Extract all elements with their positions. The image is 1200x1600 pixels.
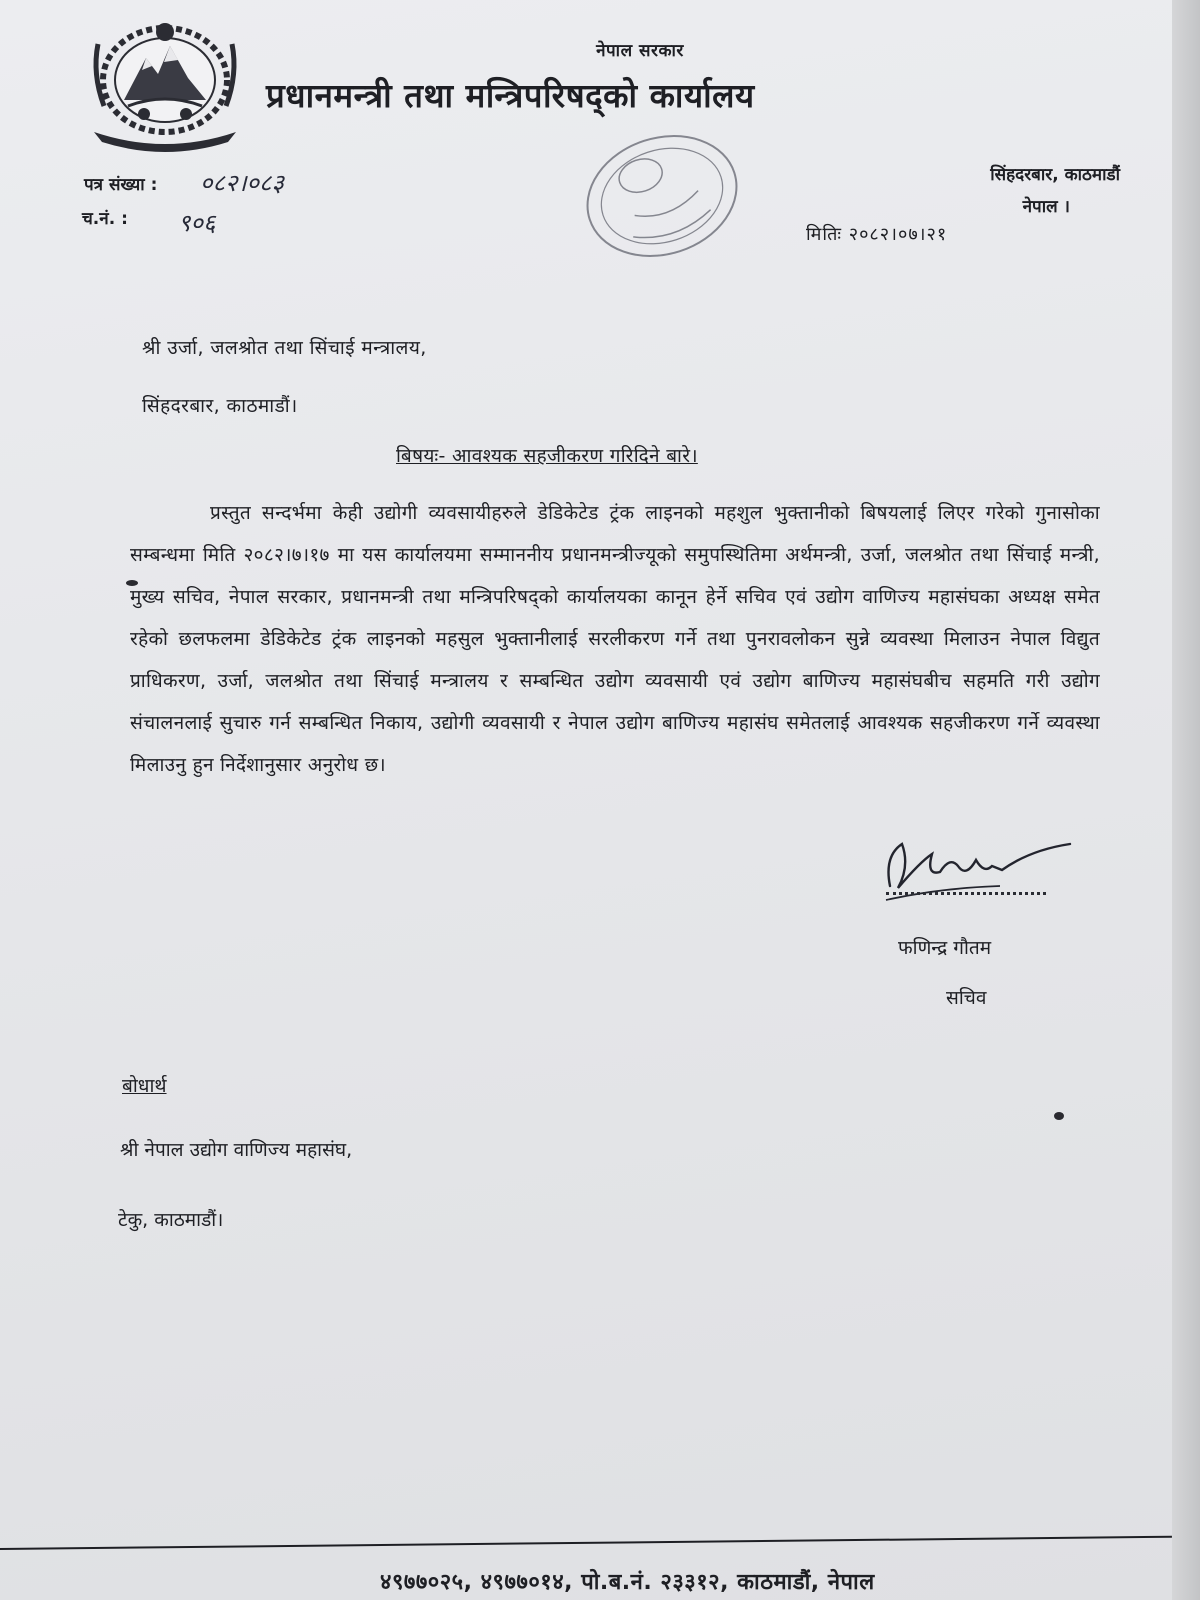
signature-icon — [880, 826, 1100, 916]
cc-heading: बोधार्थ — [122, 1075, 167, 1097]
government-heading: नेपाल सरकार — [596, 41, 684, 61]
signature-dotted-line — [886, 892, 1046, 895]
ink-smudge — [126, 580, 138, 586]
cc-recipient-line1: श्री नेपाल उद्योग वाणिज्य महासंघ, — [120, 1139, 353, 1161]
ink-smudge — [1054, 1112, 1064, 1120]
letter-body: प्रस्तुत सन्दर्भमा केही उद्योगी व्यवसायीहरुले डेडिकेटेड ट्रंक लाइनको महशुल भुक्तानीको बिषयलाई लिएर गरेको गुनासोका सम्बन्धमा मिति २०८२।७।१७ मा यस कार्यालयमा सम्माननीय प्रधानमन्त्रीज्यूको समुपस्थितिमा अर्थमन्त्री, उर्जा, जलश्रोत तथा सिंचाई मन्त्री, मुख्य सचिव, नेपाल सरकार, प्रधानमन्त्री तथा मन्त्रिपरिषद्को कार्यालयका कानून हेर्ने सचिव एवं उद्योग वाणिज्य महासंघका अध्यक्ष समेत रहेको छलफलमा डेडिकेटेड ट्रंक लाइनको महसुल भुक्तानीलाई सरलीकरण गर्ने तथा पुनरावलोकन सुन्ने व्यवस्था मिलाउन नेपाल विद्युत प्राधिकरण, उर्जा, जलश्रोत तथा सिंचाई मन्त्रालय र सम्बन्धित उद्योग व्यवसायी एवं उद्योग बाणिज्य महासंघबीच सहमति गरी उद्योग संचालनलाई सुचारु गर्न सम्बन्धित निकाय, उद्योगी व्यवसायी र नेपाल उद्योग बाणिज्य महासंघ समेतलाई आवश्यक सहजीकरण गर्ने व्यवस्था मिलाउनु हुन निर्देशानुसार अनुरोध छ। — [130, 502, 1100, 776]
page-edge-shadow — [1172, 0, 1200, 1600]
signer-name: फणिन्द्र गौतम — [898, 937, 992, 959]
footer-divider — [0, 1536, 1172, 1550]
office-seal-icon — [578, 126, 746, 266]
office-heading: प्रधानमन्त्री तथा मन्त्रिपरिषद्को कार्यालय — [266, 76, 755, 115]
letter-number-label: पत्र संख्या : — [84, 175, 158, 195]
recipient-line2: सिंहदरबार, काठमाडौं। — [142, 395, 298, 417]
cc-recipient-line2: टेकु, काठमाडौं। — [118, 1209, 224, 1231]
office-address-line2: नेपाल । — [1022, 197, 1070, 217]
footer-contact: ४९७७०२५, ४९७७०१४, पो.ब.नं. २३३१२, काठमाडौं, नेपाल — [380, 1570, 875, 1595]
dispatch-number-value: ९०६ — [178, 209, 216, 237]
office-address-line1: सिंहदरबार, काठमाडौं — [990, 165, 1120, 185]
dispatch-number-label: च.नं. : — [82, 209, 128, 229]
recipient-line1: श्री उर्जा, जलश्रोत तथा सिंचाई मन्त्रालय, — [142, 337, 427, 359]
letter-date: मितिः २०८२।०७।२१ — [806, 224, 948, 245]
letter-subject: बिषयः- आवश्यक सहजीकरण गरिदिने बारे। — [396, 445, 698, 467]
letter-number-value: ०८२।०८३ — [200, 169, 284, 197]
nepal-emblem-icon — [88, 14, 242, 152]
signer-title: सचिव — [946, 987, 987, 1009]
